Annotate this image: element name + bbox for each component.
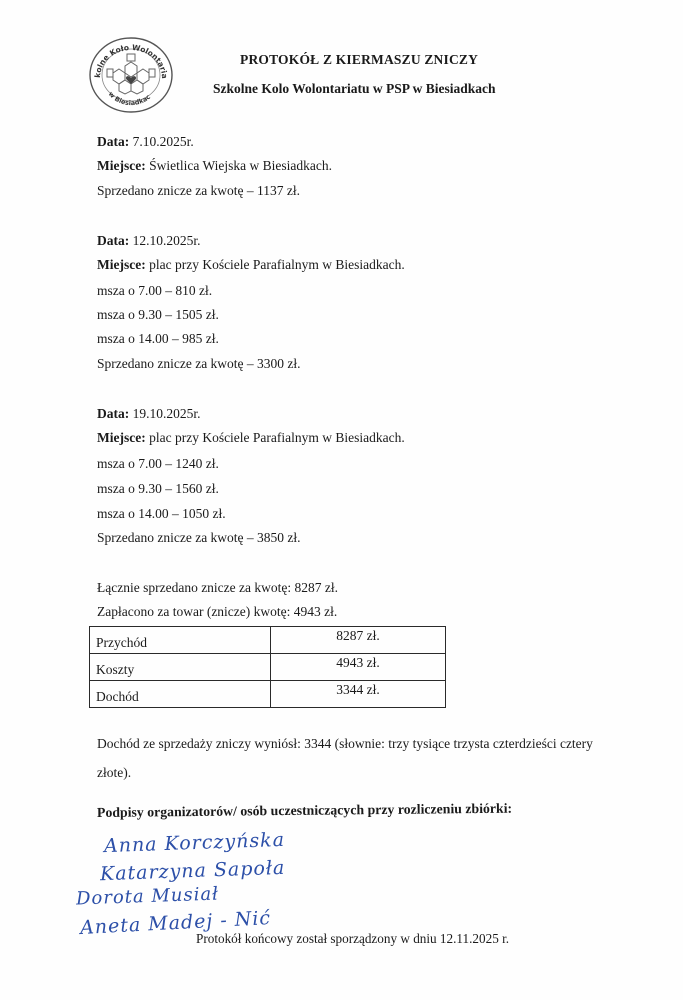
row-value: 8287 zł. xyxy=(271,627,446,654)
signature: Katarzyna Sapoła xyxy=(99,856,286,886)
table-row xyxy=(90,681,446,708)
event-place-value: Świetlica Wiejska w Biesiadkach. xyxy=(149,158,333,173)
total-sold-line: Łącznie sprzedano znicze za kwotę: 8287 zł. xyxy=(97,580,339,595)
event-2-date xyxy=(97,233,201,249)
row-label: Dochód xyxy=(90,681,271,708)
event-date-value: 12.10.2025r. xyxy=(132,233,201,248)
event-place-value: plac przy Kościele Parafialnym w Biesiadkach. xyxy=(149,430,405,445)
event-2-mass-1: msza o 7.00 – 810 zł. xyxy=(97,283,213,298)
table-row xyxy=(90,627,446,654)
place-label: Miejsce: xyxy=(97,257,146,272)
place-label: Miejsce: xyxy=(97,158,146,173)
date-label: Data: xyxy=(97,406,130,421)
document-title: PROTOKÓŁ Z KIERMASZU ZNICZY xyxy=(240,52,479,67)
event-3-date xyxy=(97,406,201,422)
event-place-value: plac przy Kościele Parafialnym w Biesiadkach. xyxy=(149,257,405,272)
signatures-heading: Podpisy organizatorów/ osób uczestniczących przy rozliczeniu zbiórki: xyxy=(96,800,513,820)
event-1-place xyxy=(97,158,332,174)
signature: Dorota Musiał xyxy=(75,883,220,910)
summary-table xyxy=(89,626,446,708)
logo-text-bottom: w Biesiadkac xyxy=(106,90,152,108)
event-3-place xyxy=(97,430,405,446)
event-3-mass-3: msza o 14.00 – 1050 zł. xyxy=(97,506,226,521)
event-date-value: 19.10.2025r. xyxy=(132,406,201,421)
signature: Aneta Madej - Nić xyxy=(79,907,272,939)
paid-for-goods-line: Zapłacono za towar (znicze) kwotę: 4943 zł. xyxy=(97,604,338,619)
row-value: 4943 zł. xyxy=(271,654,446,681)
event-2-total: Sprzedano znicze za kwotę – 3300 zł. xyxy=(97,356,301,371)
income-sentence-line-1: Dochód ze sprzedaży zniczy wyniósł: 3344 (słownie: trzy tysiące trzysta czterdzieści cztery xyxy=(97,736,593,751)
table-row xyxy=(90,654,446,681)
row-label: Koszty xyxy=(90,654,271,681)
final-protocol-date: Protokół końcowy został sporządzony w dniu 12.11.2025 r. xyxy=(196,931,510,946)
date-label: Data: xyxy=(97,233,130,248)
volunteer-hands-icon xyxy=(88,36,174,114)
event-2-mass-3: msza o 14.00 – 985 zł. xyxy=(97,331,219,346)
place-label: Miejsce: xyxy=(97,430,146,445)
volunteer-club-logo xyxy=(88,36,174,114)
event-1-total: Sprzedano znicze za kwotę – 1137 zł. xyxy=(97,183,301,198)
document-subtitle: Szkolne Kolo Wolontariatu w PSP w Biesiadkach xyxy=(213,81,496,96)
event-2-place xyxy=(97,257,405,273)
event-date-value: 7.10.2025r. xyxy=(132,134,194,149)
event-3-total: Sprzedano znicze za kwotę – 3850 zł. xyxy=(97,530,301,545)
income-sentence-line-2: złote). xyxy=(97,765,132,780)
signature: Anna Korczyńska xyxy=(103,828,286,858)
event-3-mass-2: msza o 9.30 – 1560 zł. xyxy=(97,481,219,496)
event-3-mass-1: msza o 7.00 – 1240 zł. xyxy=(97,456,219,471)
event-1-date xyxy=(97,134,194,150)
logo-text-top: kolne Koło Wolontaria xyxy=(92,42,170,79)
row-value: 3344 zł. xyxy=(271,681,446,708)
row-label: Przychód xyxy=(90,627,271,654)
event-2-mass-2: msza o 9.30 – 1505 zł. xyxy=(97,307,219,322)
date-label: Data: xyxy=(97,134,130,149)
